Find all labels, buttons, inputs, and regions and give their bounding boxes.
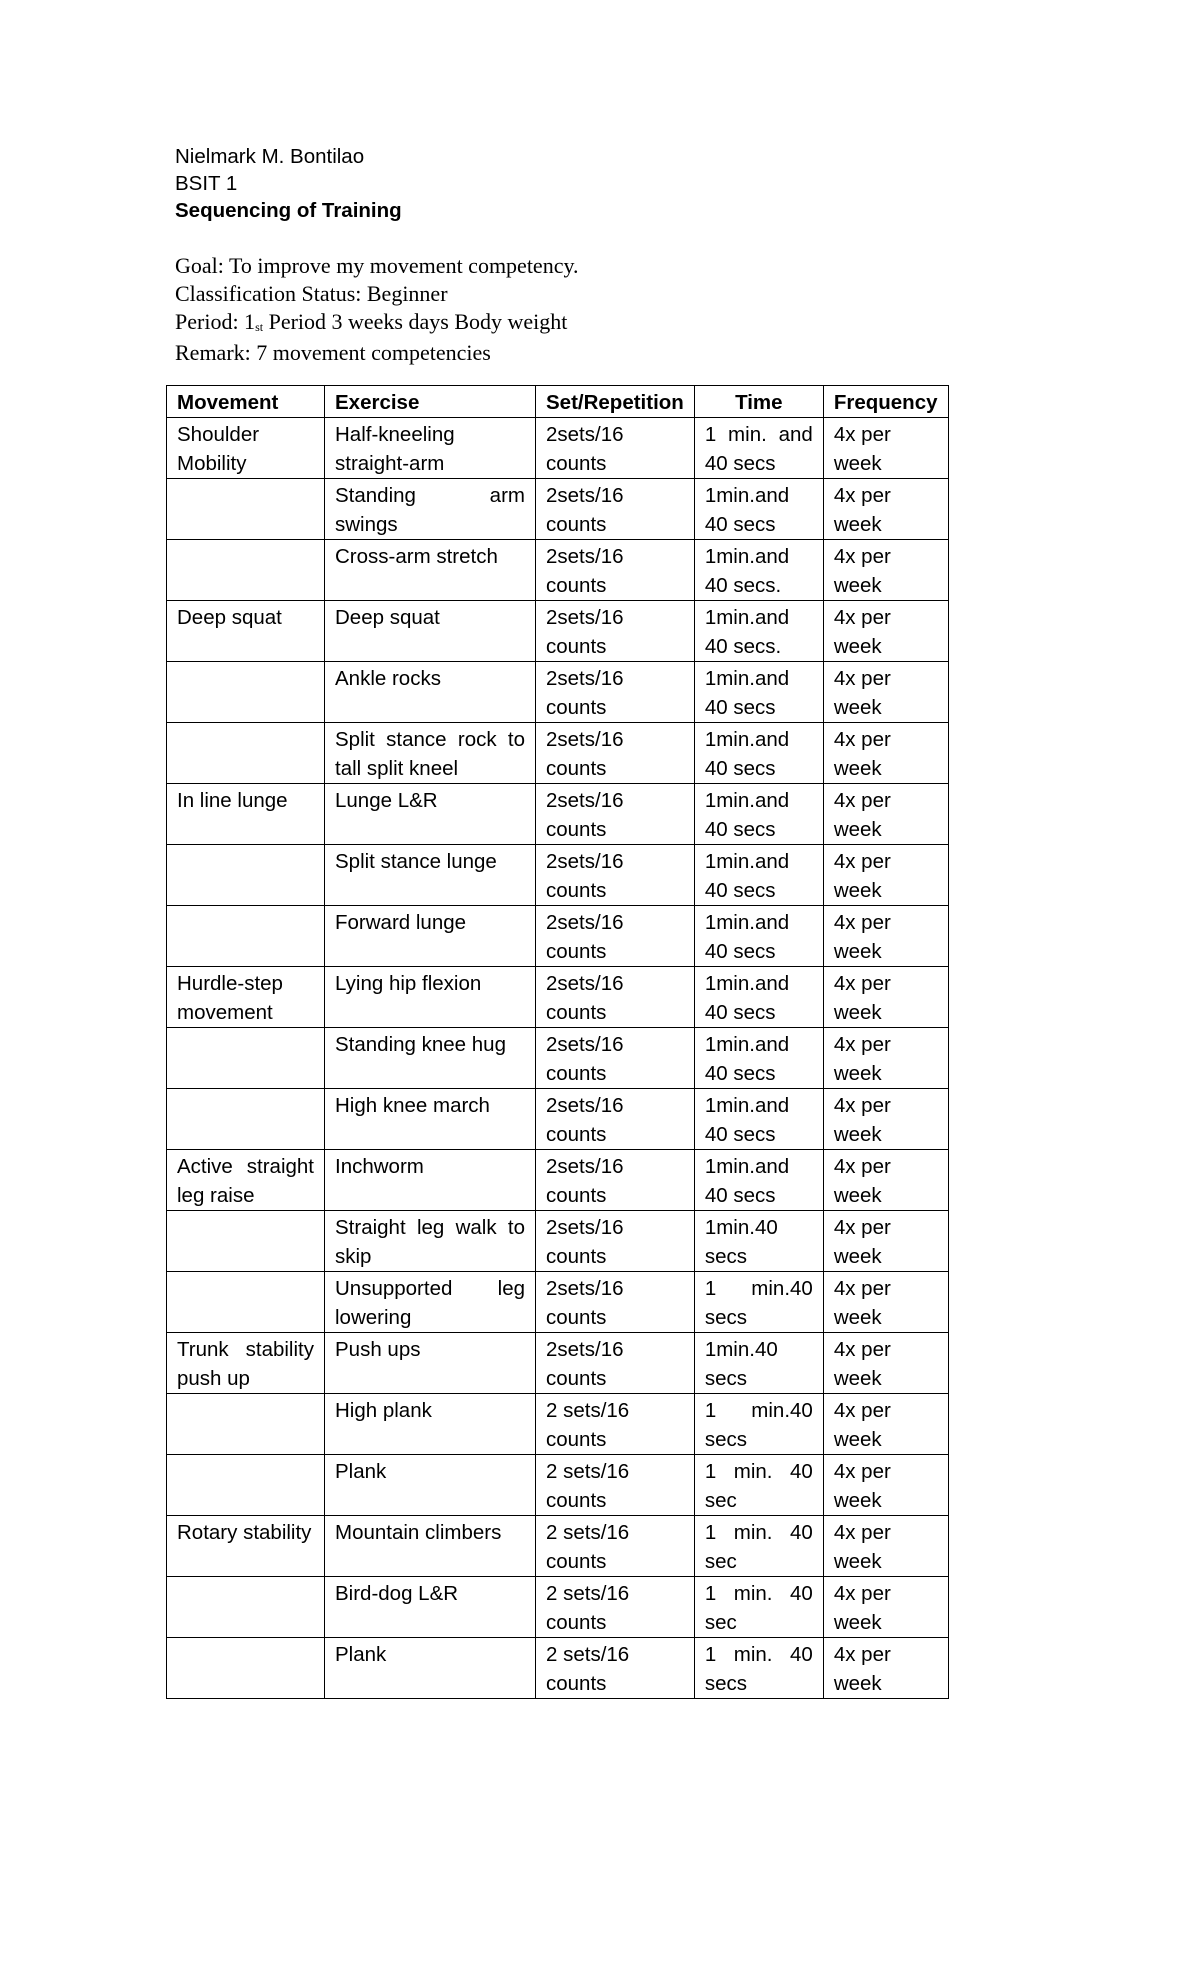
- cell-exercise: Split stance lunge: [325, 845, 536, 906]
- cell-movement: [167, 1028, 325, 1089]
- cell-movement: [167, 723, 325, 784]
- cell-frequency: 4x per week: [823, 1211, 948, 1272]
- period-prefix: Period: 1: [175, 309, 256, 334]
- cell-frequency: 4x per week: [823, 967, 948, 1028]
- cell-exercise: Deep squat: [325, 601, 536, 662]
- cell-time: 1min.and 40 secs: [694, 906, 823, 967]
- cell-set-repetition: 2sets/16 counts: [536, 784, 695, 845]
- cell-set-repetition: 2sets/16 counts: [536, 723, 695, 784]
- cell-time: 1min.and 40 secs: [694, 845, 823, 906]
- classification-line: Classification Status: Beginner: [175, 281, 448, 306]
- table-row: [167, 1089, 949, 1150]
- table-row: [167, 1028, 949, 1089]
- cell-movement: In line lunge: [167, 784, 325, 845]
- table-row: [167, 1577, 949, 1638]
- table-row: [167, 662, 949, 723]
- table-row: [167, 845, 949, 906]
- document-title: Sequencing of Training: [175, 199, 402, 222]
- table-row: [167, 1638, 949, 1699]
- cell-set-repetition: 2sets/16 counts: [536, 1333, 695, 1394]
- cell-exercise: Mountain climbers: [325, 1516, 536, 1577]
- cell-frequency: 4x per week: [823, 845, 948, 906]
- cell-frequency: 4x per week: [823, 1394, 948, 1455]
- table-row: [167, 1272, 949, 1333]
- table-row: [167, 1211, 949, 1272]
- cell-set-repetition: 2sets/16 counts: [536, 906, 695, 967]
- cell-movement: Rotary stability: [167, 1516, 325, 1577]
- cell-movement: [167, 662, 325, 723]
- cell-frequency: 4x per week: [823, 906, 948, 967]
- table-row: [167, 540, 949, 601]
- author-name: Nielmark M. Bontilao: [175, 145, 365, 168]
- cell-time: 1 min.40 secs: [694, 1394, 823, 1455]
- cell-time: 1min.and 40 secs: [694, 784, 823, 845]
- cell-time: 1min.and 40 secs.: [694, 601, 823, 662]
- cell-set-repetition: 2sets/16 counts: [536, 601, 695, 662]
- training-table: [166, 385, 949, 1699]
- cell-set-repetition: 2sets/16 counts: [536, 1028, 695, 1089]
- table-row: [167, 479, 949, 540]
- table-header-row: [167, 386, 949, 418]
- cell-time: 1min.40 secs: [694, 1211, 823, 1272]
- cell-movement: [167, 906, 325, 967]
- table-body: [167, 418, 949, 1699]
- cell-frequency: 4x per week: [823, 1638, 948, 1699]
- course-label: BSIT 1: [175, 172, 238, 195]
- cell-frequency: 4x per week: [823, 1455, 948, 1516]
- period-superscript: st: [255, 320, 264, 334]
- cell-time: 1min.and 40 secs: [694, 1089, 823, 1150]
- cell-frequency: 4x per week: [823, 1577, 948, 1638]
- cell-frequency: 4x per week: [823, 723, 948, 784]
- cell-exercise: Ankle rocks: [325, 662, 536, 723]
- cell-frequency: 4x per week: [823, 540, 948, 601]
- cell-time: 1min.40 secs: [694, 1333, 823, 1394]
- cell-frequency: 4x per week: [823, 1333, 948, 1394]
- training-info: [175, 252, 579, 367]
- cell-movement: [167, 845, 325, 906]
- cell-set-repetition: 2sets/16 counts: [536, 479, 695, 540]
- table-row: [167, 1455, 949, 1516]
- header-set-repetition: Set/Repetition: [536, 386, 695, 418]
- cell-exercise: Half-kneeling straight-arm: [325, 418, 536, 479]
- cell-exercise: High plank: [325, 1394, 536, 1455]
- cell-frequency: 4x per week: [823, 418, 948, 479]
- cell-time: 1min.and 40 secs: [694, 1028, 823, 1089]
- cell-exercise: Push ups: [325, 1333, 536, 1394]
- cell-exercise: Split stance rock to tall split kneel: [325, 723, 536, 784]
- cell-movement: [167, 1577, 325, 1638]
- header-exercise: Exercise: [325, 386, 536, 418]
- cell-time: 1min.and 40 secs.: [694, 540, 823, 601]
- cell-set-repetition: 2 sets/16 counts: [536, 1516, 695, 1577]
- table-row: [167, 1150, 949, 1211]
- cell-exercise: Bird-dog L&R: [325, 1577, 536, 1638]
- header-time: Time: [694, 386, 823, 418]
- remark-line: Remark: 7 movement competencies: [175, 340, 491, 365]
- cell-set-repetition: 2 sets/16 counts: [536, 1577, 695, 1638]
- cell-frequency: 4x per week: [823, 1028, 948, 1089]
- cell-exercise: Standing knee hug: [325, 1028, 536, 1089]
- cell-time: 1min.and 40 secs: [694, 1150, 823, 1211]
- cell-movement: [167, 1638, 325, 1699]
- cell-set-repetition: 2sets/16 counts: [536, 1272, 695, 1333]
- cell-frequency: 4x per week: [823, 479, 948, 540]
- cell-exercise: Plank: [325, 1455, 536, 1516]
- cell-time: 1min.and 40 secs: [694, 967, 823, 1028]
- cell-frequency: 4x per week: [823, 1089, 948, 1150]
- cell-exercise: Straight leg walk to skip: [325, 1211, 536, 1272]
- cell-time: 1min.and 40 secs: [694, 723, 823, 784]
- cell-set-repetition: 2 sets/16 counts: [536, 1638, 695, 1699]
- header-frequency: Frequency: [823, 386, 948, 418]
- cell-frequency: 4x per week: [823, 1516, 948, 1577]
- cell-exercise: Plank: [325, 1638, 536, 1699]
- cell-movement: [167, 1089, 325, 1150]
- cell-exercise: Lying hip flexion: [325, 967, 536, 1028]
- cell-set-repetition: 2 sets/16 counts: [536, 1394, 695, 1455]
- table-row: [167, 1516, 949, 1577]
- cell-time: 1 min. 40 sec: [694, 1516, 823, 1577]
- cell-frequency: 4x per week: [823, 1150, 948, 1211]
- cell-time: 1 min. and 40 secs: [694, 418, 823, 479]
- cell-time: 1 min. 40 secs: [694, 1638, 823, 1699]
- cell-movement: [167, 1455, 325, 1516]
- cell-set-repetition: 2sets/16 counts: [536, 967, 695, 1028]
- cell-exercise: Standing arm swings: [325, 479, 536, 540]
- cell-exercise: Inchworm: [325, 1150, 536, 1211]
- cell-frequency: 4x per week: [823, 662, 948, 723]
- table-row: [167, 1394, 949, 1455]
- cell-set-repetition: 2sets/16 counts: [536, 1089, 695, 1150]
- document-header: [175, 143, 402, 224]
- period-suffix: Period 3 weeks days Body weight: [263, 309, 568, 334]
- cell-set-repetition: 2sets/16 counts: [536, 418, 695, 479]
- cell-movement: [167, 540, 325, 601]
- cell-frequency: 4x per week: [823, 601, 948, 662]
- cell-exercise: Unsupported leg lowering: [325, 1272, 536, 1333]
- cell-movement: [167, 1272, 325, 1333]
- goal-line: Goal: To improve my movement competency.: [175, 253, 579, 278]
- cell-time: 1min.and 40 secs: [694, 662, 823, 723]
- cell-frequency: 4x per week: [823, 784, 948, 845]
- table-row: [167, 1333, 949, 1394]
- cell-exercise: High knee march: [325, 1089, 536, 1150]
- cell-movement: Hurdle-step movement: [167, 967, 325, 1028]
- cell-set-repetition: 2 sets/16 counts: [536, 1455, 695, 1516]
- cell-set-repetition: 2sets/16 counts: [536, 1150, 695, 1211]
- cell-movement: [167, 479, 325, 540]
- cell-movement: Active straight leg raise: [167, 1150, 325, 1211]
- table-row: [167, 784, 949, 845]
- cell-set-repetition: 2sets/16 counts: [536, 1211, 695, 1272]
- period-line: [175, 308, 579, 339]
- cell-time: 1 min.40 secs: [694, 1272, 823, 1333]
- cell-time: 1min.and 40 secs: [694, 479, 823, 540]
- cell-exercise: Lunge L&R: [325, 784, 536, 845]
- table-row: [167, 967, 949, 1028]
- cell-set-repetition: 2sets/16 counts: [536, 540, 695, 601]
- table-row: [167, 601, 949, 662]
- cell-time: 1 min. 40 sec: [694, 1577, 823, 1638]
- header-movement: Movement: [167, 386, 325, 418]
- cell-time: 1 min. 40 sec: [694, 1455, 823, 1516]
- cell-movement: [167, 1211, 325, 1272]
- cell-set-repetition: 2sets/16 counts: [536, 662, 695, 723]
- cell-exercise: Cross-arm stretch: [325, 540, 536, 601]
- cell-movement: Deep squat: [167, 601, 325, 662]
- cell-exercise: Forward lunge: [325, 906, 536, 967]
- table-row: [167, 723, 949, 784]
- table-row: [167, 418, 949, 479]
- table-row: [167, 906, 949, 967]
- cell-movement: Shoulder Mobility: [167, 418, 325, 479]
- cell-movement: Trunk stability push up: [167, 1333, 325, 1394]
- cell-movement: [167, 1394, 325, 1455]
- cell-frequency: 4x per week: [823, 1272, 948, 1333]
- cell-set-repetition: 2sets/16 counts: [536, 845, 695, 906]
